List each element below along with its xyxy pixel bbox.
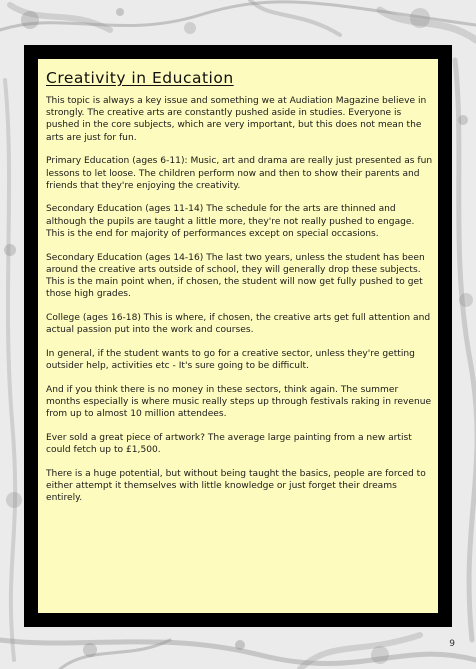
article-paragraph: Secondary Education (ages 14-16) The last two years, unless the student has been around the creative arts outside of school, they will generally drop these subjects. This is the main point when, if chosen, the student will now get fully pushed to get those high grades. (46, 252, 425, 300)
article-paragraph: And if you think there is no money in these sectors, think again. The summer months especially is where music really steps up through festivals raking in revenue from up to almost 10 million attendees. (46, 384, 432, 420)
article-paragraph: In general, if the student wants to go for a creative sector, unless they're getting outsider help, activities etc - It's sure going to be difficult. (46, 348, 415, 371)
article-paragraph: Primary Education (ages 6-11): Music, art and drama are really just presented as fun lessons to let loose. The children perform now and then to show their parents and friends that they're enjoying the creativity. (46, 156, 433, 191)
article-content (46, 69, 434, 516)
article-paragraph: There is a huge potential, but without being taught the basics, people are forced to either attempt it themselves with little knowledge or just forget their dreams entirely. (46, 468, 426, 504)
page-number: 9 (449, 639, 455, 649)
article-paragraph: College (ages 16-18) This is where, if chosen, the creative arts get full attention and actual passion put into the work and courses. (46, 312, 431, 336)
article-paragraph: This topic is always a key issue and something we at Audiation Magazine believe in strongly. The creative arts are constantly pushed aside in studies. Everyone is pushed in the core subjects, which are very important, but this does not mean the arts are just for fun. (46, 96, 427, 143)
article-paragraph: Secondary Education (ages 11-14) The schedule for the arts are thinned and although the pupils are taught a little more, they're not really pushed to engage. This is the end for majority of performances except on special occasions. (46, 204, 415, 239)
article-panel (38, 59, 438, 613)
article-paragraph: Ever sold a great piece of artwork? The average large painting from a new artist could fetch up to £1,500. (46, 432, 412, 455)
page-frame (24, 45, 452, 627)
article-title: Creativity in Education (46, 69, 234, 87)
